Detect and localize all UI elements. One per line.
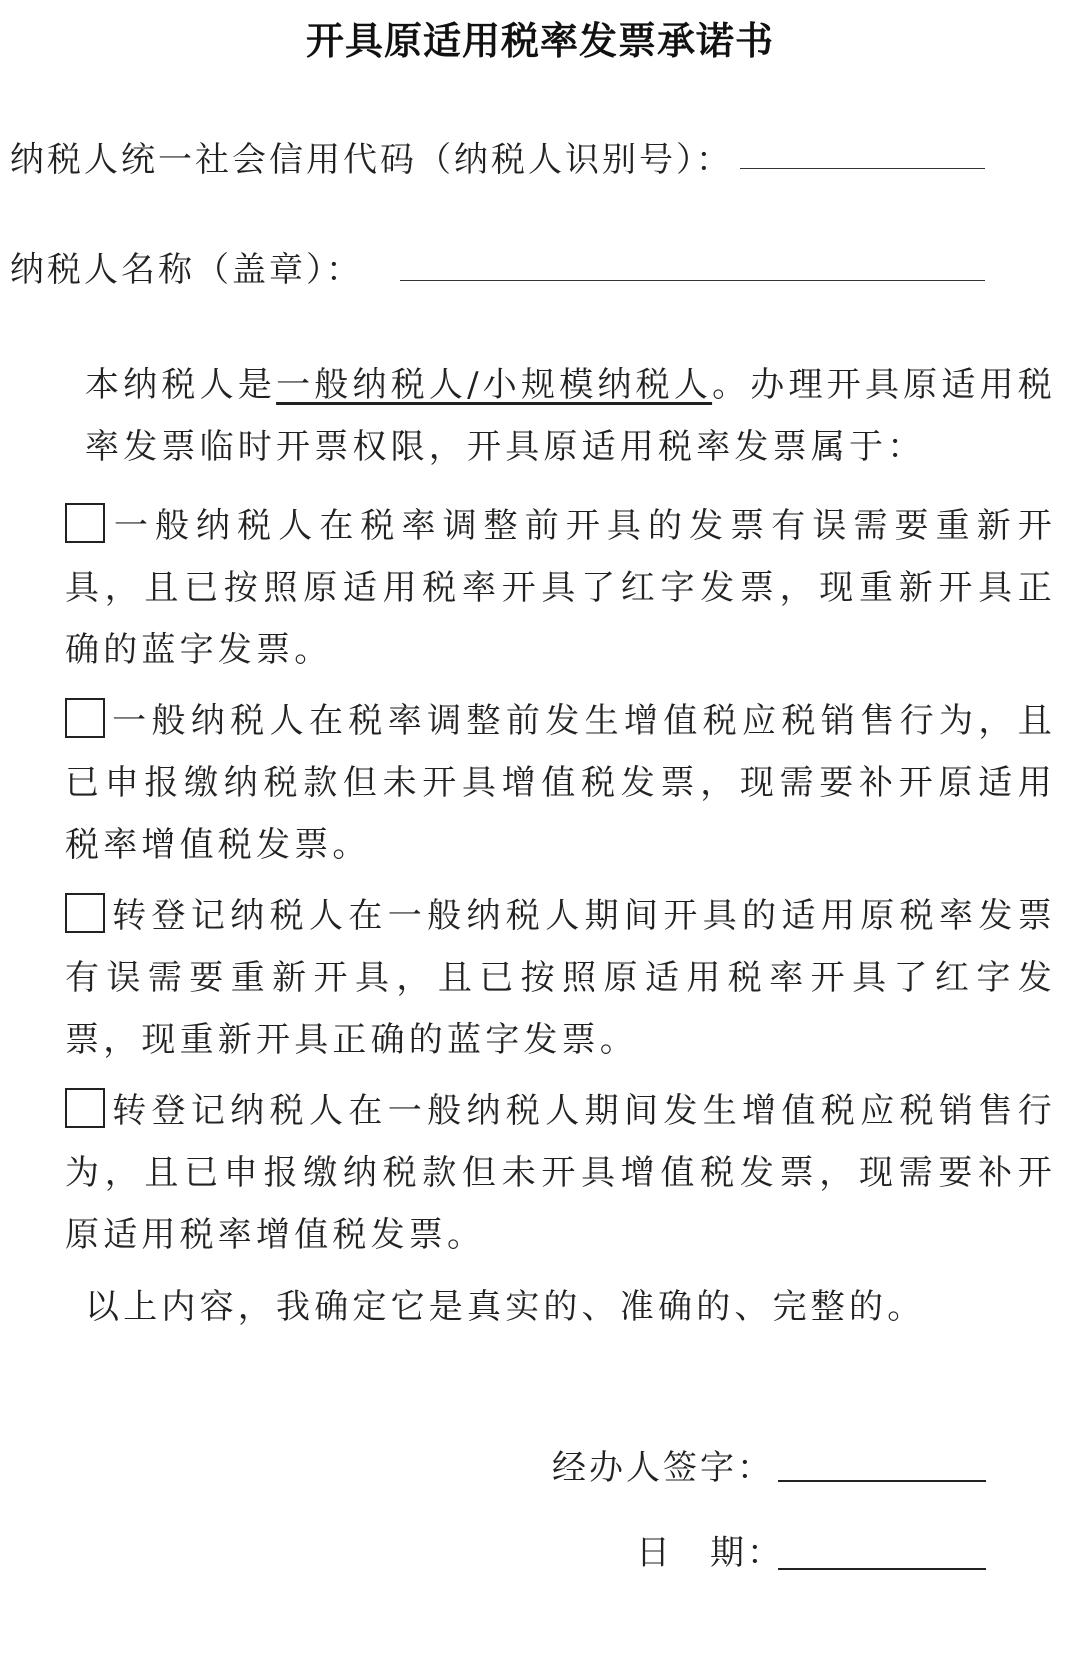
credit-code-input[interactable] (740, 168, 985, 169)
option-3-text: 转登记纳税人在一般纳税人期间开具的适用原税率发票有误需要重新开具，且已按照原适用税率开具了红字发票，现重新开具正确的蓝字发票。 (65, 896, 1056, 1060)
taxpayer-name-label: 纳税人名称（盖章）： (10, 250, 363, 290)
credit-code-label: 纳税人统一社会信用代码（纳税人识别号）： (10, 140, 733, 180)
option-2 (10, 690, 1056, 876)
taxpayer-type: 一般纳税人/小规模纳税人 (276, 365, 713, 405)
intro-paragraph (10, 354, 1056, 478)
option-2-text: 一般纳税人在税率调整前发生增值税应税销售行为，且已申报缴纳税款但未开具增值税发票，现需要补开原适用税率增值税发票。 (65, 701, 1056, 865)
declaration: 以上内容，我确定它是真实的、准确的、完整的。 (85, 1287, 926, 1327)
signer-label: 经办人签字： (552, 1448, 774, 1488)
document-title: 开具原适用税率发票承诺书 (305, 18, 774, 63)
date-input[interactable] (778, 1568, 986, 1570)
date-label: 日 期： (636, 1533, 784, 1573)
option-2-checkbox[interactable] (65, 698, 105, 738)
option-4-checkbox[interactable] (65, 1088, 105, 1128)
option-4 (10, 1080, 1056, 1266)
intro-suffix: 。办理开具原适用税率发票临时开票权限，开具原适用税率发票属于： (85, 365, 1056, 467)
option-3-checkbox[interactable] (65, 893, 105, 933)
option-1 (10, 495, 1056, 681)
option-4-text: 转登记纳税人在一般纳税人期间发生增值税应税销售行为，且已申报缴纳税款但未开具增值税发票，现需要补开原适用税率增值税发票。 (65, 1091, 1056, 1255)
option-1-checkbox[interactable] (65, 503, 105, 543)
taxpayer-name-input[interactable] (400, 280, 985, 281)
option-1-text: 一般纳税人在税率调整前开具的发票有误需要重新开具，且已按照原适用税率开具了红字发票，现重新开具正确的蓝字发票。 (65, 506, 1056, 670)
signer-input[interactable] (778, 1480, 986, 1482)
option-3 (10, 885, 1056, 1071)
intro-prefix: 本纳税人是 (85, 365, 277, 405)
